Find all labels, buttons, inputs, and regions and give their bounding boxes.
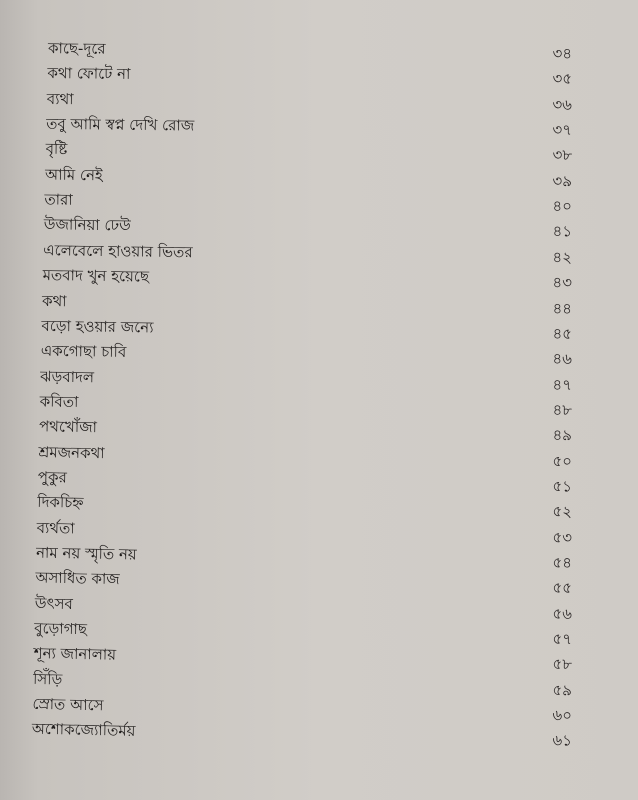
toc-entry-page-number: ৫৮ bbox=[552, 655, 573, 674]
toc-entry-title: এলেবেলে হাওয়ার ভিতর bbox=[43, 240, 193, 262]
toc-entry-page-number: ৪৬ bbox=[552, 349, 573, 369]
toc-entry-title: ঝড়বাদল bbox=[40, 367, 95, 386]
toc-entry-page-number: ৫৬ bbox=[552, 604, 573, 623]
toc-entry-title: উজানিয়া ঢেউ bbox=[43, 215, 131, 235]
toc-entry-title: তবু আমি স্বপ্ন দেখি রোজ bbox=[46, 114, 195, 135]
toc-entry-page-number: ৪৩ bbox=[552, 273, 573, 292]
toc-entry-title: শ্রমজনকথা bbox=[38, 442, 105, 462]
toc-entry-page-number: ৫৩ bbox=[552, 528, 573, 547]
toc-entry-title: কবিতা bbox=[39, 392, 79, 411]
toc-entry-title: দিকচিহ্ন bbox=[37, 493, 84, 512]
toc-entry-title: বড়ো হওয়ার জন্যে bbox=[41, 316, 154, 337]
toc-entry-page-number: ৫৭ bbox=[552, 629, 573, 649]
toc-entry-title: তারা bbox=[44, 190, 73, 209]
toc-entry-title: পথখোঁজা bbox=[38, 417, 98, 437]
toc-entry-page-number: ৩৯ bbox=[552, 171, 573, 190]
toc-entry-title: বুড়োগাছ bbox=[34, 619, 88, 639]
toc-entry-title: কথা ফোটে না bbox=[47, 64, 131, 84]
toc-entry-title: অশোকজ্যোতির্ময় bbox=[31, 720, 136, 741]
toc-entry-page-number: ৬১ bbox=[552, 731, 573, 751]
toc-entry-page-number: ৪৪ bbox=[552, 298, 573, 318]
toc-entry-title: অসাধিত কাজ bbox=[35, 568, 120, 589]
toc-entry-page-number: ৫০ bbox=[552, 451, 573, 471]
toc-entry-page-number: ৩৪ bbox=[552, 44, 573, 63]
toc-entry-page-number: ৩৫ bbox=[552, 69, 573, 89]
toc-entry-page-number: ৪৮ bbox=[552, 400, 573, 420]
toc-entry-page-number: ৪২ bbox=[552, 248, 573, 267]
toc-entry-page-number: ৩৮ bbox=[552, 146, 573, 165]
toc-entry-title: সিঁড়ি bbox=[32, 669, 63, 689]
toc-entry-page-number: ৫৫ bbox=[552, 578, 573, 598]
toc-entry-page-number: ৪০ bbox=[552, 197, 573, 216]
toc-entry-title: আমি নেই bbox=[44, 165, 103, 185]
toc-entry-page-number: ৪৯ bbox=[552, 426, 573, 445]
toc-entry-title: কাছে-দূরে bbox=[47, 39, 106, 58]
toc-entry-page-number: ৫৯ bbox=[552, 680, 573, 700]
toc-entry-title: কথা bbox=[41, 291, 67, 310]
toc-entry-title: মতবাদ খুন হয়েছে bbox=[42, 266, 150, 286]
toc-entry-title: পুকুর bbox=[37, 467, 67, 487]
toc-entry-page-number: ৬০ bbox=[552, 706, 573, 725]
toc-entry-page-number: ৫২ bbox=[552, 502, 573, 521]
toc-entry-page-number: ৩৭ bbox=[552, 120, 573, 140]
toc-entry-page-number: ৩৬ bbox=[552, 95, 573, 114]
toc-entry-title: স্রোত আসে bbox=[32, 694, 104, 715]
toc-entry-title: ব্যথা bbox=[46, 89, 74, 108]
toc-entry-title: উৎসব bbox=[34, 593, 74, 613]
toc-entry-title: শূন্য জানালায় bbox=[33, 644, 117, 665]
toc-entry-page-number: ৫১ bbox=[552, 477, 573, 496]
toc-entry-title: বৃষ্টি bbox=[45, 140, 68, 159]
toc-entry-title: নাম নয় স্মৃতি নয় bbox=[35, 543, 137, 564]
toc-entry-title: ব্যর্থতা bbox=[36, 518, 75, 538]
toc-entry-page-number: ৪১ bbox=[552, 222, 573, 241]
toc-entry-title: একগোছা চাবি bbox=[40, 341, 127, 362]
toc-entry-page-number: ৪৫ bbox=[552, 324, 573, 343]
toc-entry-page-number: ৪৭ bbox=[552, 375, 573, 394]
toc-entry-page-number: ৫৪ bbox=[552, 553, 573, 572]
